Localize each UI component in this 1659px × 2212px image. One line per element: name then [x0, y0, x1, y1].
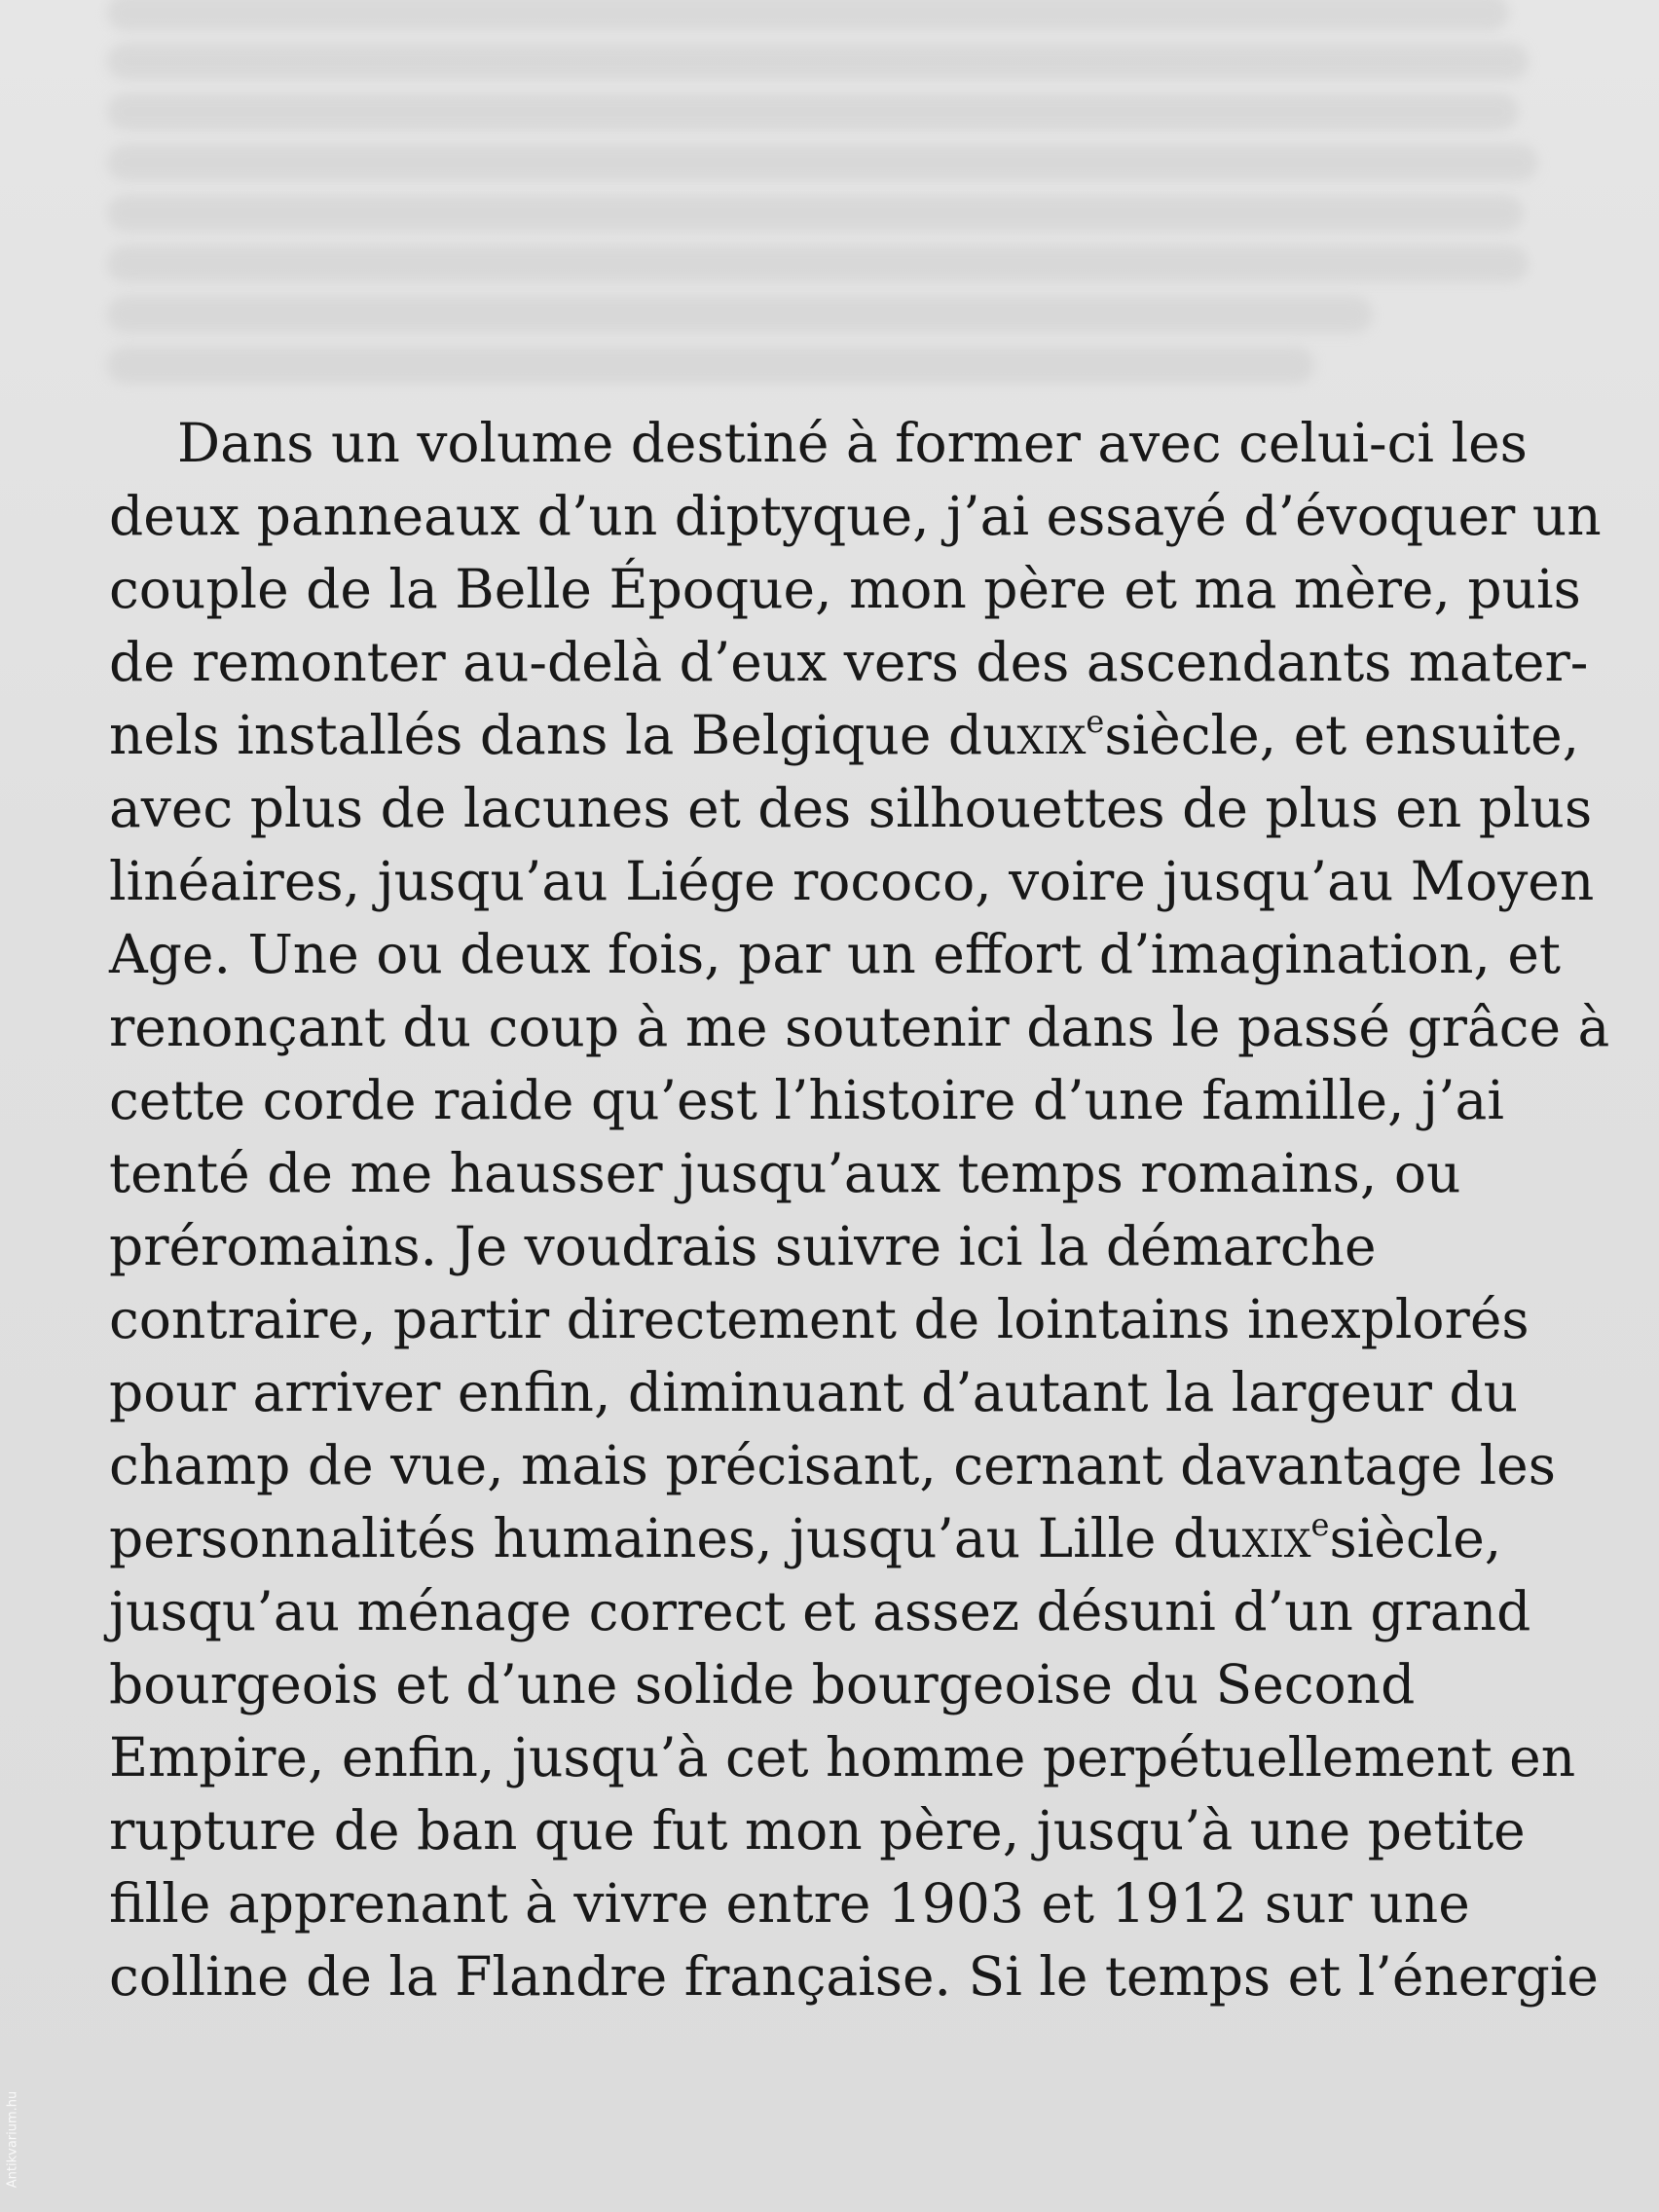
- text-line: préromains. Je voudrais suivre ici la démarche: [109, 1215, 1377, 1277]
- text-line: couple de la Belle Époque, mon père et ma mère, puis: [109, 558, 1581, 620]
- text-line: personnalités humaines, jusqu’au Lille duxixesiècle,: [109, 1502, 1540, 1575]
- text-line: champ de vue, mais précisant, cernant davantage les: [109, 1434, 1556, 1496]
- text-line: nels installés dans la Belgique duxixesiècle, et ensuite,: [109, 699, 1540, 772]
- century-numeral: xix: [1016, 704, 1087, 766]
- text-line: Dans un volume destiné à former avec celui-ci les: [177, 412, 1528, 474]
- text-line: Age. Une ou deux fois, par un effort d’imagination, et: [109, 923, 1561, 985]
- text-line: cette corde raide qu’est l’histoire d’une famille, j’ai: [109, 1069, 1504, 1131]
- show-through-text: [0, 0, 1659, 409]
- text-line: renonçant du coup à me soutenir dans le passé grâce à: [109, 996, 1610, 1058]
- text-line: tenté de me hausser jusqu’aux temps romains, ou: [109, 1142, 1461, 1204]
- text-line: rupture de ban que fut mon père, jusqu’à une petite: [109, 1799, 1526, 1862]
- century-numeral: xix: [1241, 1507, 1311, 1569]
- text-line: jusqu’au ménage correct et assez désuni d’un grand: [109, 1580, 1531, 1642]
- text-line: Empire, enfin, jusqu’à cet homme perpétuellement en: [109, 1726, 1576, 1788]
- text-segment: siècle, et ensuite,: [1104, 704, 1580, 766]
- text-line: de remonter au-delà d’eux vers des ascendants mater-: [109, 631, 1589, 693]
- watermark: Antikvarium.hu: [5, 2090, 20, 2188]
- text-line: contraire, partir directement de lointains inexplorés: [109, 1288, 1530, 1350]
- text-line: fille apprenant à vivre entre 1903 et 1912 sur une: [109, 1872, 1470, 1935]
- text-line: linéaires, jusqu’au Liége rococo, voire jusqu’au Moyen: [109, 850, 1595, 912]
- text-line: colline de la Flandre française. Si le temps et l’énergie: [109, 1945, 1599, 2008]
- text-line: bourgeois et d’une solide bourgeoise du Second: [109, 1653, 1416, 1715]
- body-paragraph: [109, 407, 1610, 2013]
- text-line: avec plus de lacunes et des silhouettes de plus en plus: [109, 777, 1593, 839]
- text-segment: nels installés dans la Belgique du: [109, 704, 1017, 766]
- text-segment: personnalités humaines, jusqu’au Lille du: [109, 1507, 1242, 1569]
- text-line: pour arriver enfin, diminuant d’autant la largeur du: [109, 1361, 1519, 1423]
- text-segment: siècle,: [1329, 1507, 1502, 1569]
- text-line: deux panneaux d’un diptyque, j’ai essayé d’évoquer un: [109, 485, 1602, 547]
